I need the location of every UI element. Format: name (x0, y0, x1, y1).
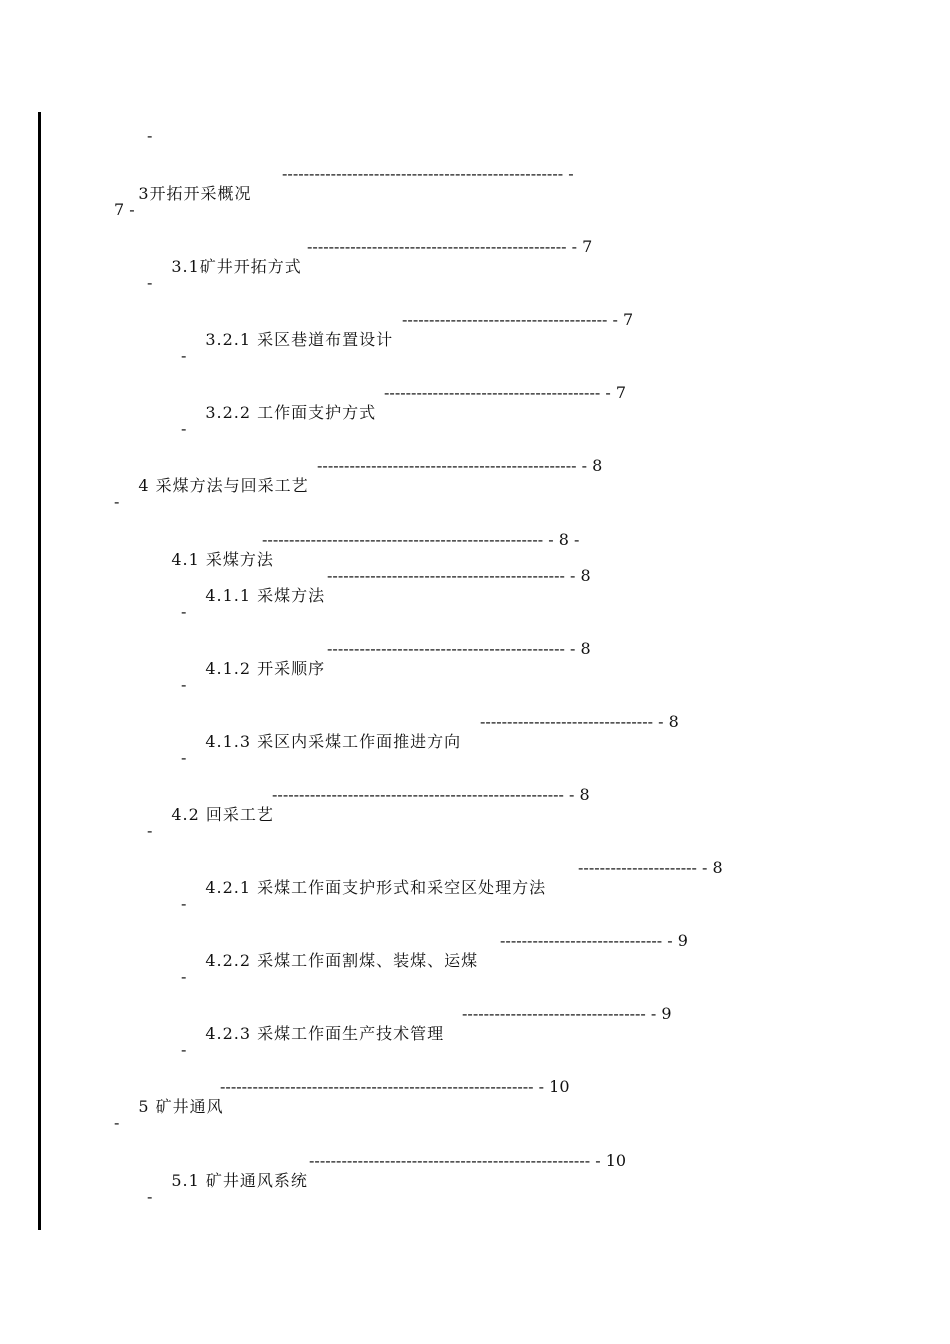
toc-entry-wrap: 7 - (114, 200, 135, 219)
toc-entry-wrap: - (147, 273, 153, 292)
toc-entry-wrap: - (114, 492, 120, 511)
toc-entry-4-2-3[interactable] (181, 1004, 444, 1064)
toc-entry-leader: ---------------------- - 8 (578, 858, 723, 877)
toc-entry-3-2-1[interactable] (181, 310, 393, 370)
toc-entry-title: 4.1.2 开采顺序 (205, 659, 326, 678)
toc-entry-leader: ---------------------------------- - 9 (462, 1004, 672, 1023)
toc-entry-wrap: - (181, 748, 187, 767)
toc-entry-leader: ---------------------------------------------------- - 8 - (262, 530, 580, 549)
toc-entry-4-1-3[interactable] (181, 712, 461, 772)
toc-entry-leader: ---------------------------------------- - 7 (384, 383, 627, 402)
toc-entry-wrap: - (147, 1187, 153, 1206)
toc-entry-title: 3.2.1 采区巷道布置设计 (205, 330, 394, 349)
toc-entry-3-1[interactable] (147, 237, 302, 297)
toc-entry-title: 5.1 矿井通风系统 (171, 1171, 308, 1190)
left-margin-rule (38, 112, 41, 1230)
toc-entry-title: 4 采煤方法与回采工艺 (138, 476, 309, 495)
toc-entry-wrap: - (114, 1113, 120, 1132)
toc-entry-title: 4.1.1 采煤方法 (205, 586, 326, 605)
toc-entry-leader: ------------------------------------------------------ - 8 (272, 785, 590, 804)
toc-entry-title: 5 矿井通风 (138, 1097, 224, 1116)
toc-entry-5-1[interactable] (147, 1151, 308, 1211)
toc-entry-4-2[interactable] (147, 785, 274, 845)
toc-entry-title: 4.1 采煤方法 (171, 550, 274, 569)
toc-top-fragment: - (147, 126, 153, 145)
toc-entry-wrap: - (181, 967, 187, 986)
toc-entry-title: 3开拓开采概况 (138, 184, 252, 203)
toc-entry-wrap: - (181, 894, 187, 913)
toc-entry-leader: -------------------------------------- - 7 (402, 310, 634, 329)
toc-entry-leader: -------------------------------- - 8 (480, 712, 679, 731)
toc-entry-title: 4.2 回采工艺 (171, 805, 274, 824)
toc-entry-4-2-1[interactable] (181, 858, 546, 918)
toc-entry-leader: -------------------------------------------- - 8 (327, 639, 591, 658)
toc-entry-leader: ------------------------------ - 9 (500, 931, 688, 950)
toc-entry-leader: -------------------------------------------- - 8 (327, 566, 591, 585)
toc-entry-wrap: - (181, 675, 187, 694)
toc-entry-4-2-2[interactable] (181, 931, 478, 991)
toc-entry-4-1-2[interactable] (181, 639, 325, 699)
toc-entry-title: 3.1矿井开拓方式 (171, 257, 302, 276)
toc-entry-wrap: - (181, 1040, 187, 1059)
toc-entry-title: 3.2.2 工作面支护方式 (205, 403, 377, 422)
toc-entry-leader: ---------------------------------------------------- - 10 (309, 1151, 627, 1170)
toc-entry-leader: ------------------------------------------------ - 7 (307, 237, 593, 256)
toc-entry-wrap: - (147, 821, 153, 840)
toc-entry-leader: ------------------------------------------------ - 8 (317, 456, 603, 475)
toc-entry-4[interactable] (114, 456, 309, 516)
toc-entry-title: 4.2.3 采煤工作面生产技术管理 (205, 1024, 445, 1043)
toc-entry-title: 4.2.1 采煤工作面支护形式和采空区处理方法 (205, 878, 547, 897)
toc-entry-wrap: - (181, 602, 187, 621)
toc-entry-4-1-1[interactable] (181, 566, 325, 626)
toc-entry-title: 4.1.3 采区内采煤工作面推进方向 (205, 732, 462, 751)
toc-entry-5[interactable] (114, 1077, 224, 1137)
toc-entry-leader: ---------------------------------------------------- - (282, 164, 574, 183)
toc-entry-wrap: - (181, 346, 187, 365)
toc-entry-title: 4.2.2 采煤工作面割煤、装煤、运煤 (205, 951, 479, 970)
toc-entry-leader: ---------------------------------------------------------- - 10 (220, 1077, 570, 1096)
toc-entry-3-2-2[interactable] (181, 383, 376, 443)
toc-entry-wrap: - (181, 419, 187, 438)
